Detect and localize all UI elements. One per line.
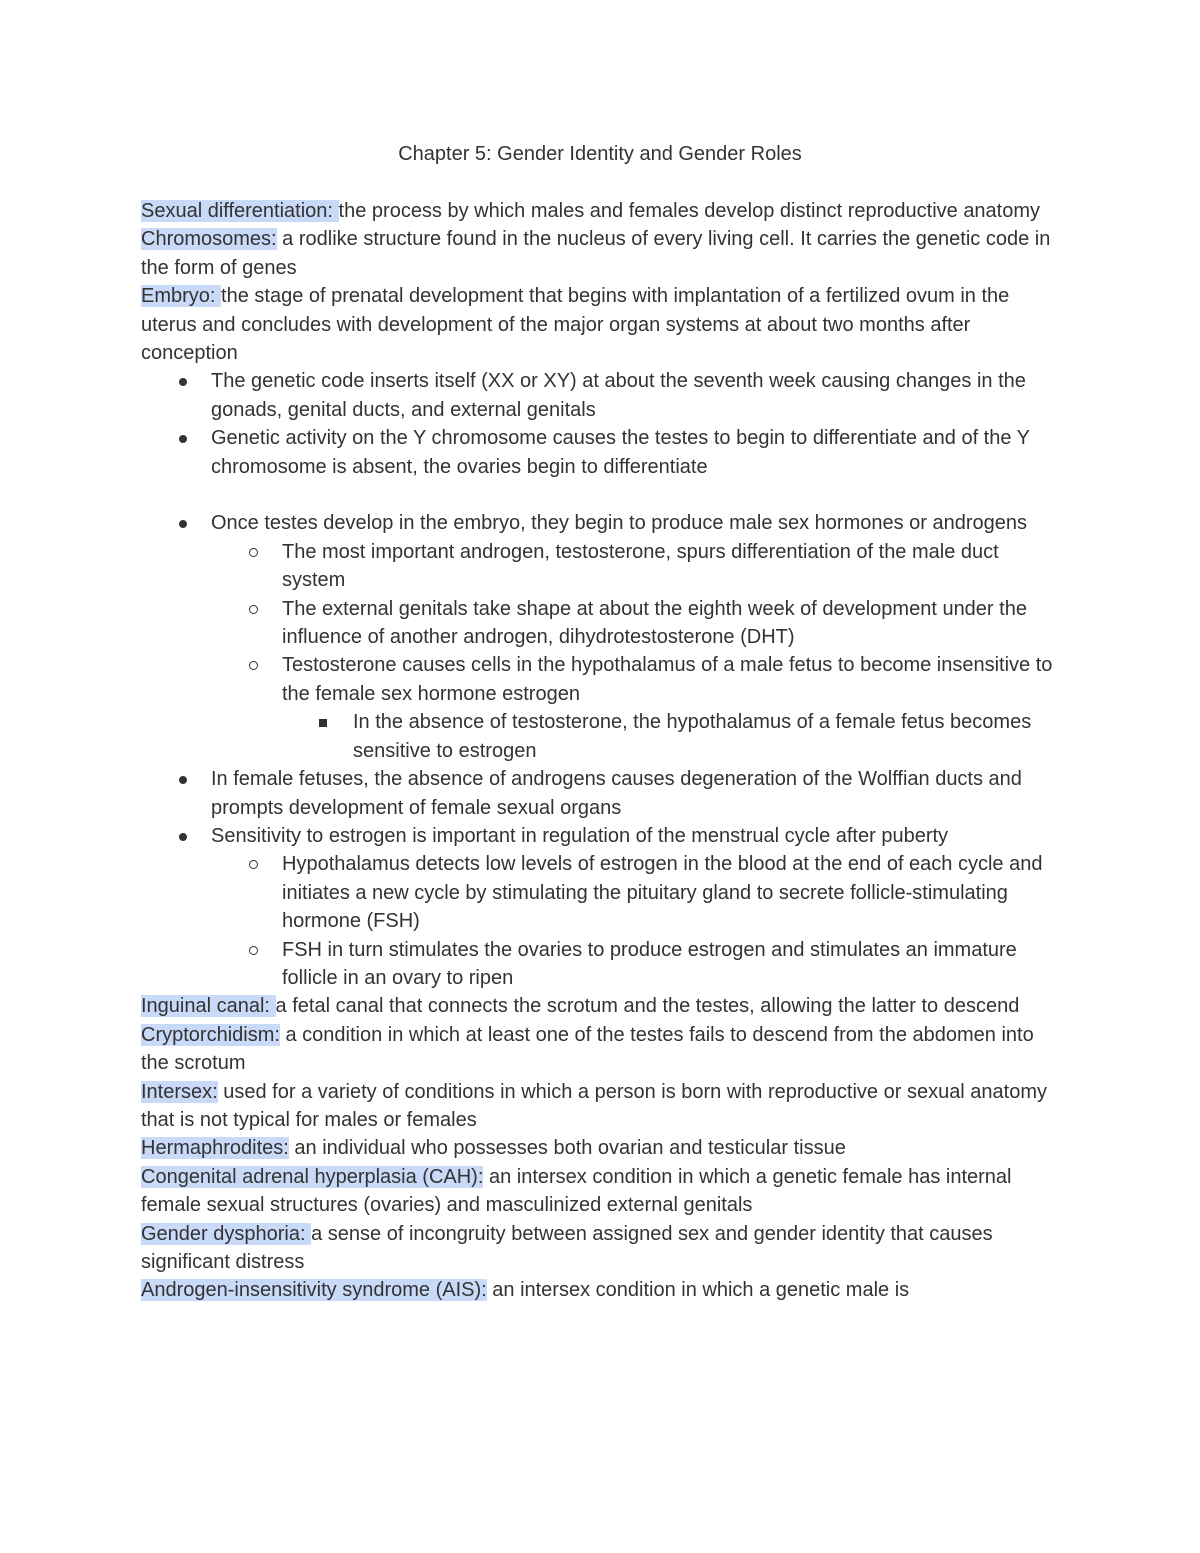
bullet-disc-icon xyxy=(179,776,187,784)
definition-text: a sense of incongruity between assigned sex and gender identity that causes significant distress xyxy=(141,1222,993,1274)
definition-intersex xyxy=(141,1078,1061,1135)
list-item: Sensitivity to estrogen is important in regulation of the menstrual cycle after puberty xyxy=(141,822,1061,850)
definition-gender-dysphoria xyxy=(141,1220,1061,1277)
definition-cah xyxy=(141,1163,1061,1220)
definition-chromosomes xyxy=(141,225,1061,282)
definition-text: an intersex condition in which a genetic female has internal female sexual structures (ovaries) and masculinized external genitals xyxy=(141,1165,1012,1217)
page-title: Chapter 5: Gender Identity and Gender Roles xyxy=(398,143,802,165)
definition-embryo xyxy=(141,282,1061,367)
term: Hermaphrodites: xyxy=(141,1137,289,1160)
list-item: FSH in turn stimulates the ovaries to produce estrogen and stimulates an immature follicle in an ovary to ripen xyxy=(141,936,1061,993)
list-item: The most important androgen, testosterone, spurs differentiation of the male duct system xyxy=(141,538,1061,595)
definition-text: a fetal canal that connects the scrotum and the testes, allowing the latter to descend xyxy=(275,995,1020,1018)
bullet-circle-icon xyxy=(249,661,258,670)
bullet-circle-icon xyxy=(249,860,258,869)
term: Embryo: xyxy=(141,285,222,308)
term: Sexual differentiation: xyxy=(141,200,339,222)
blank-line xyxy=(141,481,1061,509)
list-item: In the absence of testosterone, the hypothalamus of a female fetus becomes sensitive to estrogen xyxy=(141,708,1061,765)
definition-inguinal-canal xyxy=(141,992,1061,1020)
bullet-square-icon xyxy=(319,719,327,727)
list-item: The genetic code inserts itself (XX or XY) at about the seventh week causing changes in the gonads, genital ducts, and external genitals xyxy=(141,367,1061,424)
definition-ais xyxy=(141,1276,1061,1304)
definition-hermaphrodites xyxy=(141,1134,1061,1162)
list-item: In female fetuses, the absence of androgens causes degeneration of the Wolffian ducts and prompts development of female sexual organs xyxy=(141,765,1061,822)
bullet-circle-icon xyxy=(249,946,258,955)
definition-text: an intersex condition in which a genetic male is xyxy=(486,1279,910,1302)
definition-text: a rodlike structure found in the nucleus of every living cell. It carries the genetic code in the form of genes xyxy=(141,228,1051,279)
bullet-disc-icon xyxy=(179,833,187,841)
term: Inguinal canal: xyxy=(141,995,276,1018)
term: Chromosomes: xyxy=(141,228,277,251)
term: Cryptorchidism: xyxy=(141,1023,280,1046)
list-item: Hypothalamus detects low levels of estrogen in the blood at the end of each cycle and initiates a new cycle by stimulating the pituitary gland to secrete follicle-stimulating hormone (FSH) xyxy=(141,850,1061,935)
list-item: Genetic activity on the Y chromosome causes the testes to begin to differentiate and of the Y chromosome is absent, the ovaries begin to differentiate xyxy=(141,424,1061,481)
term: Gender dysphoria: xyxy=(141,1222,312,1245)
bullet-circle-icon xyxy=(249,548,258,557)
definition-text: a condition in which at least one of the testes fails to descend from the abdomen into the scrotum xyxy=(141,1023,1034,1075)
definition-text: used for a variety of conditions in which a person is born with reproductive or sexual anatomy that is not typical for males or females xyxy=(141,1080,1048,1131)
term: Congenital adrenal hyperplasia (CAH): xyxy=(141,1165,484,1188)
bullet-disc-icon xyxy=(179,520,187,528)
document-body xyxy=(141,197,1061,1305)
bullet-disc-icon xyxy=(179,435,187,443)
definition-cryptorchidism xyxy=(141,1021,1061,1078)
definition-text: the stage of prenatal development that begins with implantation of a fertilized ovum in the uterus and concludes with development of the major organ systems at about two months after conception xyxy=(141,285,1010,365)
term: Intersex: xyxy=(141,1080,218,1103)
definition-text: an individual who possesses both ovarian and testicular tissue xyxy=(288,1137,846,1160)
bullet-circle-icon xyxy=(249,605,258,614)
list-item: Once testes develop in the embryo, they begin to produce male sex hormones or androgens xyxy=(141,509,1061,537)
list-item: Testosterone causes cells in the hypothalamus of a male fetus to become insensitive to the female sex hormone estrogen xyxy=(141,651,1061,708)
definition-text: the process by which males and females develop distinct reproductive anatomy xyxy=(338,200,1041,222)
bullet-disc-icon xyxy=(179,378,187,386)
term: Androgen-insensitivity syndrome (AIS): xyxy=(141,1279,487,1302)
definition-sexual-differentiation xyxy=(141,197,1061,225)
list-item: The external genitals take shape at about the eighth week of development under the influence of another androgen, dihydrotestosterone (DHT) xyxy=(141,595,1061,652)
